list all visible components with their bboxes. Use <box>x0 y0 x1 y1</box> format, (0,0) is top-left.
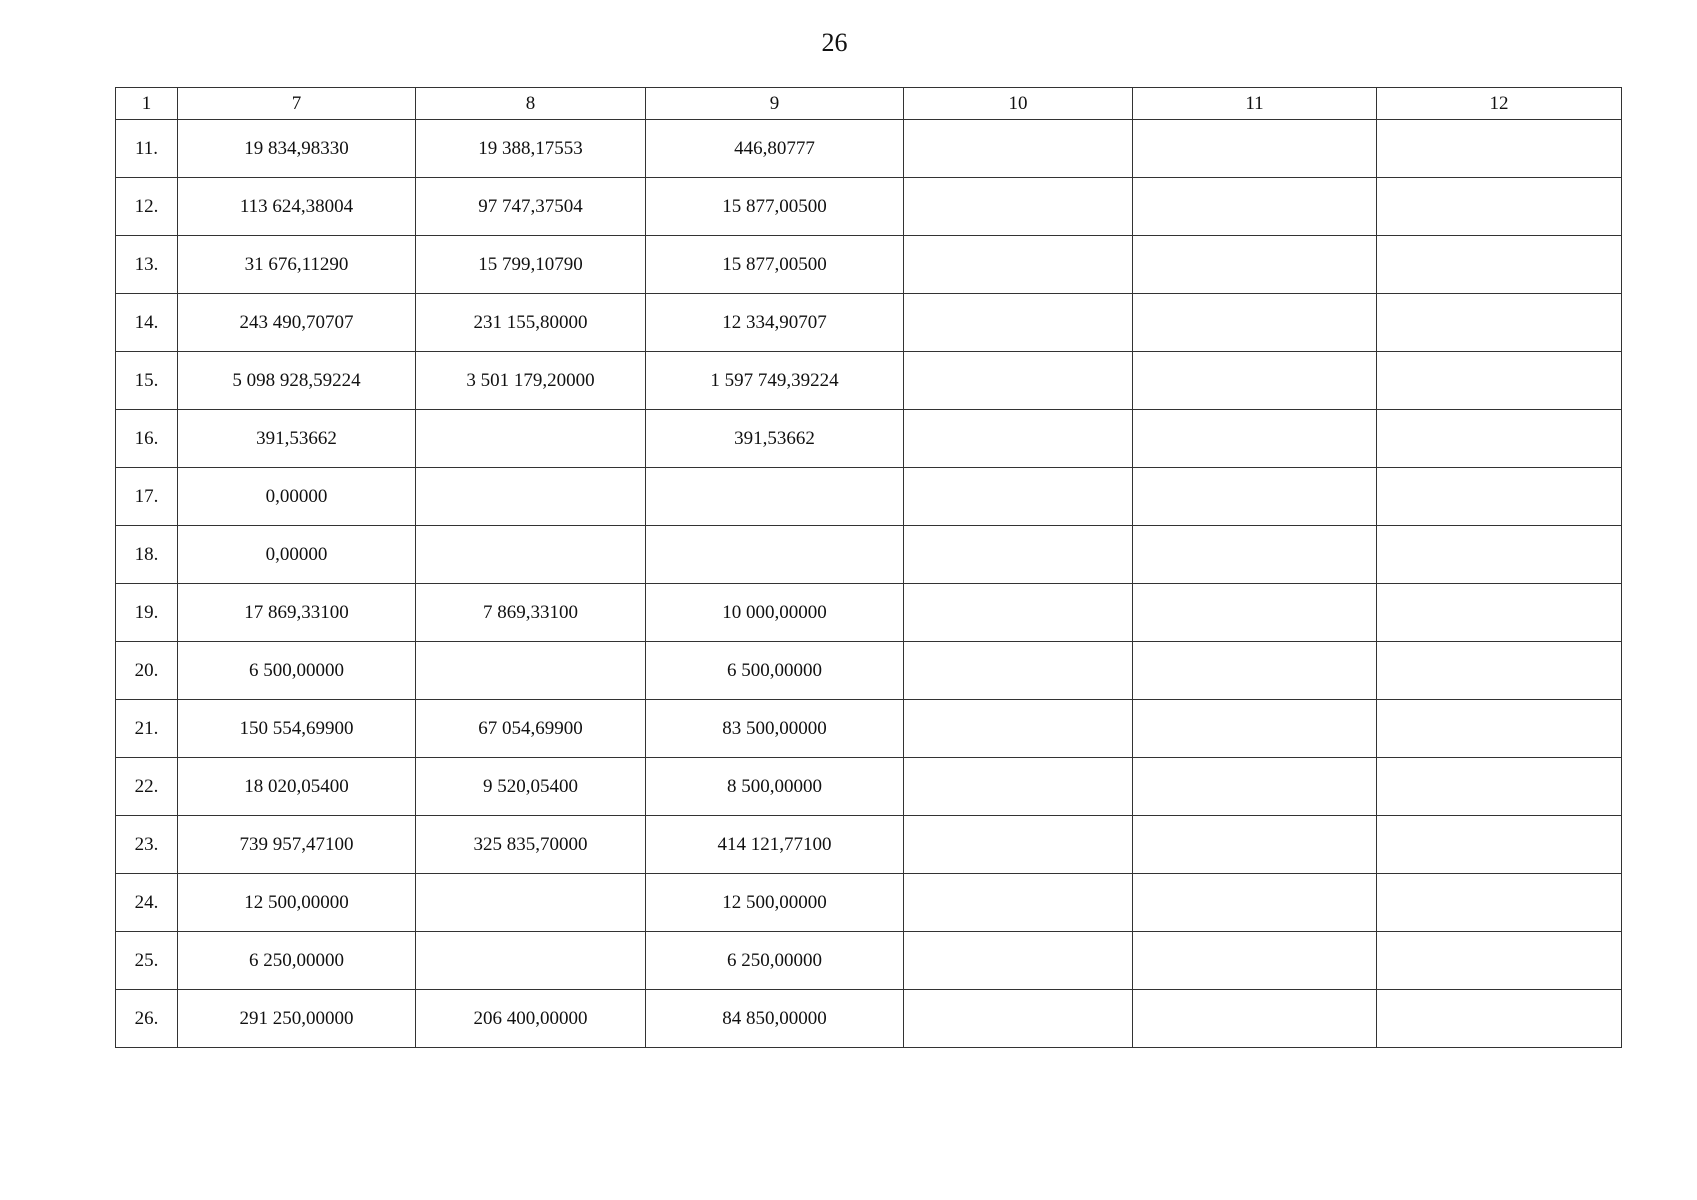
table-cell <box>1133 816 1377 874</box>
table-cell <box>1133 584 1377 642</box>
table-header <box>116 88 1622 120</box>
table-cell <box>904 178 1133 236</box>
row-number-cell: 22. <box>116 758 178 816</box>
table-cell <box>1377 990 1622 1048</box>
row-number-cell: 26. <box>116 990 178 1048</box>
table-cell: 0,00000 <box>178 526 416 584</box>
table-cell <box>1377 468 1622 526</box>
table-cell: 325 835,70000 <box>416 816 646 874</box>
row-number-cell: 25. <box>116 932 178 990</box>
row-number-cell: 13. <box>116 236 178 294</box>
table-cell <box>1377 352 1622 410</box>
row-number-cell: 15. <box>116 352 178 410</box>
table-cell <box>1133 120 1377 178</box>
table-row <box>116 758 1622 816</box>
column-header-4: 10 <box>904 88 1133 120</box>
table-cell <box>1377 178 1622 236</box>
table-cell <box>1377 700 1622 758</box>
page-number-text: 26 <box>821 28 848 57</box>
column-header-0: 1 <box>116 88 178 120</box>
table-cell: 18 020,05400 <box>178 758 416 816</box>
table-cell <box>416 932 646 990</box>
page-number <box>0 26 1697 60</box>
table-cell: 15 877,00500 <box>646 178 904 236</box>
table-row <box>116 236 1622 294</box>
table-cell: 6 250,00000 <box>646 932 904 990</box>
table-row <box>116 120 1622 178</box>
table-row <box>116 642 1622 700</box>
table-cell: 414 121,77100 <box>646 816 904 874</box>
row-number-cell: 20. <box>116 642 178 700</box>
table-cell <box>1377 526 1622 584</box>
table-cell <box>1133 642 1377 700</box>
table-cell <box>416 410 646 468</box>
table-cell <box>1377 584 1622 642</box>
table-cell: 446,80777 <box>646 120 904 178</box>
table-cell <box>904 352 1133 410</box>
table-cell <box>1133 352 1377 410</box>
column-header-2: 8 <box>416 88 646 120</box>
table-body <box>116 120 1622 1048</box>
table-row <box>116 468 1622 526</box>
table-cell <box>1133 178 1377 236</box>
column-header-5: 11 <box>1133 88 1377 120</box>
table-cell: 84 850,00000 <box>646 990 904 1048</box>
table-cell: 113 624,38004 <box>178 178 416 236</box>
table-cell <box>1133 700 1377 758</box>
table-header-row <box>116 88 1622 120</box>
table-cell: 391,53662 <box>646 410 904 468</box>
data-table <box>115 87 1622 1048</box>
column-header-1: 7 <box>178 88 416 120</box>
table-cell <box>1377 816 1622 874</box>
table-cell <box>1377 236 1622 294</box>
table-cell <box>904 990 1133 1048</box>
table-row <box>116 990 1622 1048</box>
table-cell: 9 520,05400 <box>416 758 646 816</box>
row-number-cell: 18. <box>116 526 178 584</box>
table-cell <box>904 642 1133 700</box>
row-number-cell: 11. <box>116 120 178 178</box>
row-number-cell: 21. <box>116 700 178 758</box>
table-cell <box>904 468 1133 526</box>
table-cell: 12 334,90707 <box>646 294 904 352</box>
table-cell: 83 500,00000 <box>646 700 904 758</box>
table-cell <box>904 120 1133 178</box>
table-cell <box>1377 874 1622 932</box>
table-cell <box>904 932 1133 990</box>
table-cell: 3 501 179,20000 <box>416 352 646 410</box>
table-cell: 12 500,00000 <box>646 874 904 932</box>
table-cell <box>416 526 646 584</box>
table-cell <box>1133 990 1377 1048</box>
table-cell <box>904 294 1133 352</box>
table-cell: 6 500,00000 <box>646 642 904 700</box>
table-cell: 12 500,00000 <box>178 874 416 932</box>
table-cell <box>1133 468 1377 526</box>
table-cell: 6 250,00000 <box>178 932 416 990</box>
table-cell <box>904 758 1133 816</box>
table-cell <box>1377 758 1622 816</box>
table-cell <box>416 874 646 932</box>
table-row <box>116 294 1622 352</box>
table-cell <box>904 410 1133 468</box>
table-cell <box>1377 120 1622 178</box>
table-row <box>116 816 1622 874</box>
table-cell: 1 597 749,39224 <box>646 352 904 410</box>
table-cell <box>1377 410 1622 468</box>
table-cell: 243 490,70707 <box>178 294 416 352</box>
table-cell <box>1133 236 1377 294</box>
row-number-cell: 24. <box>116 874 178 932</box>
table-row <box>116 874 1622 932</box>
table-cell <box>904 816 1133 874</box>
table-cell: 150 554,69900 <box>178 700 416 758</box>
table-row <box>116 700 1622 758</box>
table-cell: 5 098 928,59224 <box>178 352 416 410</box>
table-cell <box>1133 758 1377 816</box>
row-number-cell: 12. <box>116 178 178 236</box>
column-header-3: 9 <box>646 88 904 120</box>
table-cell <box>1133 526 1377 584</box>
table-cell: 6 500,00000 <box>178 642 416 700</box>
table-cell <box>646 526 904 584</box>
table-row <box>116 352 1622 410</box>
row-number-cell: 17. <box>116 468 178 526</box>
column-header-6: 12 <box>1377 88 1622 120</box>
table-cell: 7 869,33100 <box>416 584 646 642</box>
table-cell: 19 388,17553 <box>416 120 646 178</box>
row-number-cell: 14. <box>116 294 178 352</box>
table-cell: 15 877,00500 <box>646 236 904 294</box>
table-cell: 739 957,47100 <box>178 816 416 874</box>
table-row <box>116 526 1622 584</box>
table-cell: 17 869,33100 <box>178 584 416 642</box>
table-cell: 10 000,00000 <box>646 584 904 642</box>
table-cell: 391,53662 <box>178 410 416 468</box>
row-number-cell: 23. <box>116 816 178 874</box>
table-cell <box>904 700 1133 758</box>
table-cell <box>1133 874 1377 932</box>
table-cell <box>1133 294 1377 352</box>
table-cell: 31 676,11290 <box>178 236 416 294</box>
row-number-cell: 16. <box>116 410 178 468</box>
table-cell: 231 155,80000 <box>416 294 646 352</box>
table-cell: 19 834,98330 <box>178 120 416 178</box>
table-row <box>116 932 1622 990</box>
table-cell <box>1377 642 1622 700</box>
row-number-cell: 19. <box>116 584 178 642</box>
table-cell <box>904 584 1133 642</box>
table-row <box>116 178 1622 236</box>
table-cell <box>1377 294 1622 352</box>
table-cell <box>416 642 646 700</box>
table-cell <box>646 468 904 526</box>
table-cell: 97 747,37504 <box>416 178 646 236</box>
table-cell <box>1133 932 1377 990</box>
table-cell <box>904 236 1133 294</box>
table-cell: 291 250,00000 <box>178 990 416 1048</box>
table-cell <box>904 526 1133 584</box>
table-cell: 8 500,00000 <box>646 758 904 816</box>
table-cell: 15 799,10790 <box>416 236 646 294</box>
table-cell <box>904 874 1133 932</box>
table-row <box>116 584 1622 642</box>
table-row <box>116 410 1622 468</box>
table-cell <box>1133 410 1377 468</box>
table-cell: 67 054,69900 <box>416 700 646 758</box>
table-cell <box>416 468 646 526</box>
table-cell: 206 400,00000 <box>416 990 646 1048</box>
table-cell: 0,00000 <box>178 468 416 526</box>
table-cell <box>1377 932 1622 990</box>
